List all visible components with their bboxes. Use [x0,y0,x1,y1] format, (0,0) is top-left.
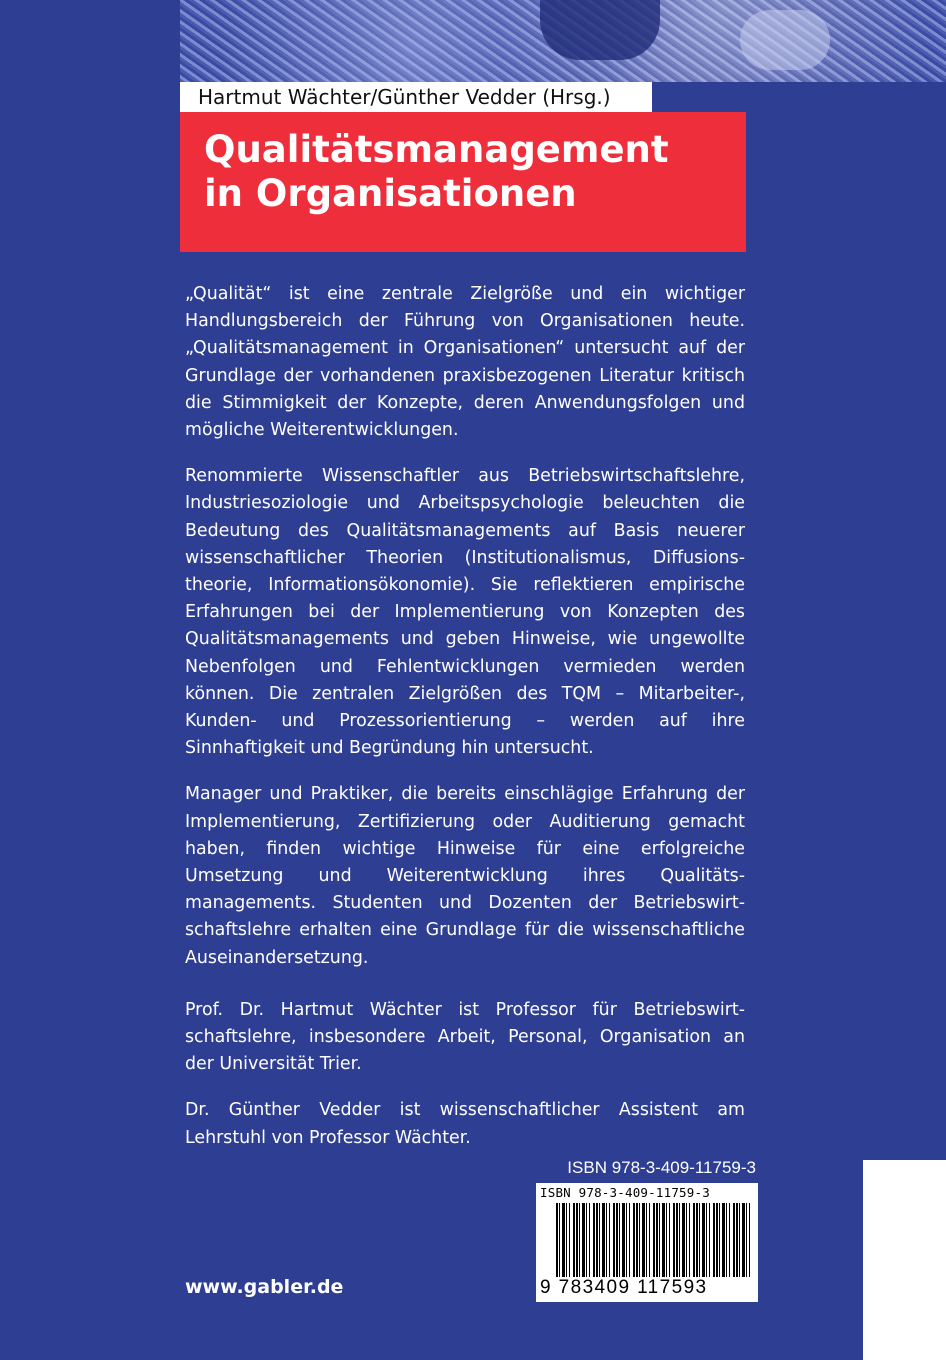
barcode-digits: 9 783409 117593 [540,1277,708,1298]
isbn-label: ISBN 978-3-409-11759-3 [567,1158,756,1177]
editor-bio-1: Prof. Dr. Hartmut Wächter ist Professor für Betriebswirtschaftslehre, insbesondere Arbeit, Personal, Organisation an der Universität Trier. [185,999,745,1075]
title-line-1: Qualitätsmanagement [204,128,669,171]
publisher-website: www.gabler.de [185,1276,344,1298]
blurb-paragraph-3: Manager und Praktiker, die bereits einschlägige Erfahrung der Implementierung, Zertifizierung oder Auditierung gemacht haben, finden wichtige Hinweise für eine erfolgreiche Umsetzung und Weiterentwicklung ihres Qualitätsmanagements. Studenten und Dozenten der Betriebswirtschaftslehre erhalten eine Grundlage für die wissenschaftliche Auseinandersetzung. [185,784,745,968]
isbn-barcode [536,1183,758,1302]
author-line: Hartmut Wächter/Günther Vedder (Hrsg.) [180,82,652,112]
barcode-isbn-text: ISBN 978-3-409-11759-3 [540,1185,710,1200]
book-title [180,112,746,252]
white-label-area [863,1160,946,1360]
photo-shape-dark [540,0,660,60]
blurb-text [185,281,745,1171]
cover-photo-strip [180,0,946,82]
photo-shape-light [740,10,830,70]
blurb-paragraph-1: „Qualität“ ist eine zentrale Zielgröße und ein wichtiger Handlungsbereich der Führung von Organisationen heute. „Qualitätsmanagement in Organisationen“ untersucht auf der Grundlage der vorhandenen praxisbezogenen Literatur kritisch die Stimmigkeit der Konzepte, deren Anwendungsfolgen und mögliche Weiterentwicklungen. [185,284,745,441]
barcode-bars [556,1203,750,1277]
title-line-2: in Organisationen [204,172,577,215]
blurb-paragraph-2: Renommierte Wissenschaftler aus Betriebswirtschaftslehre, Industriesoziologie und Arbeitspsychologie beleuchten die Bedeutung des Qualitätsmanagements auf Basis neuerer wissenschaftlicher Theorien (Institutionalismus, Diffusionstheorie, Informationsökonomie). Sie reflektieren empirische Erfahrungen bei der Implementierung von Konzepten des Qualitätsmanagements und geben Hinweise, wie ungewollte Nebenfolgen und Fehlentwicklungen vermieden werden können. Die zentralen Zielgrößen des TQM – Mitarbeiter-, Kunden- und Prozessorientierung – werden auf ihre Sinnhaftigkeit und Begründung hin untersucht. [185,466,745,759]
editor-bio-2: Dr. Günther Vedder ist wissenschaftlicher Assistent am Lehrstuhl von Professor Wächter. [185,1100,745,1148]
